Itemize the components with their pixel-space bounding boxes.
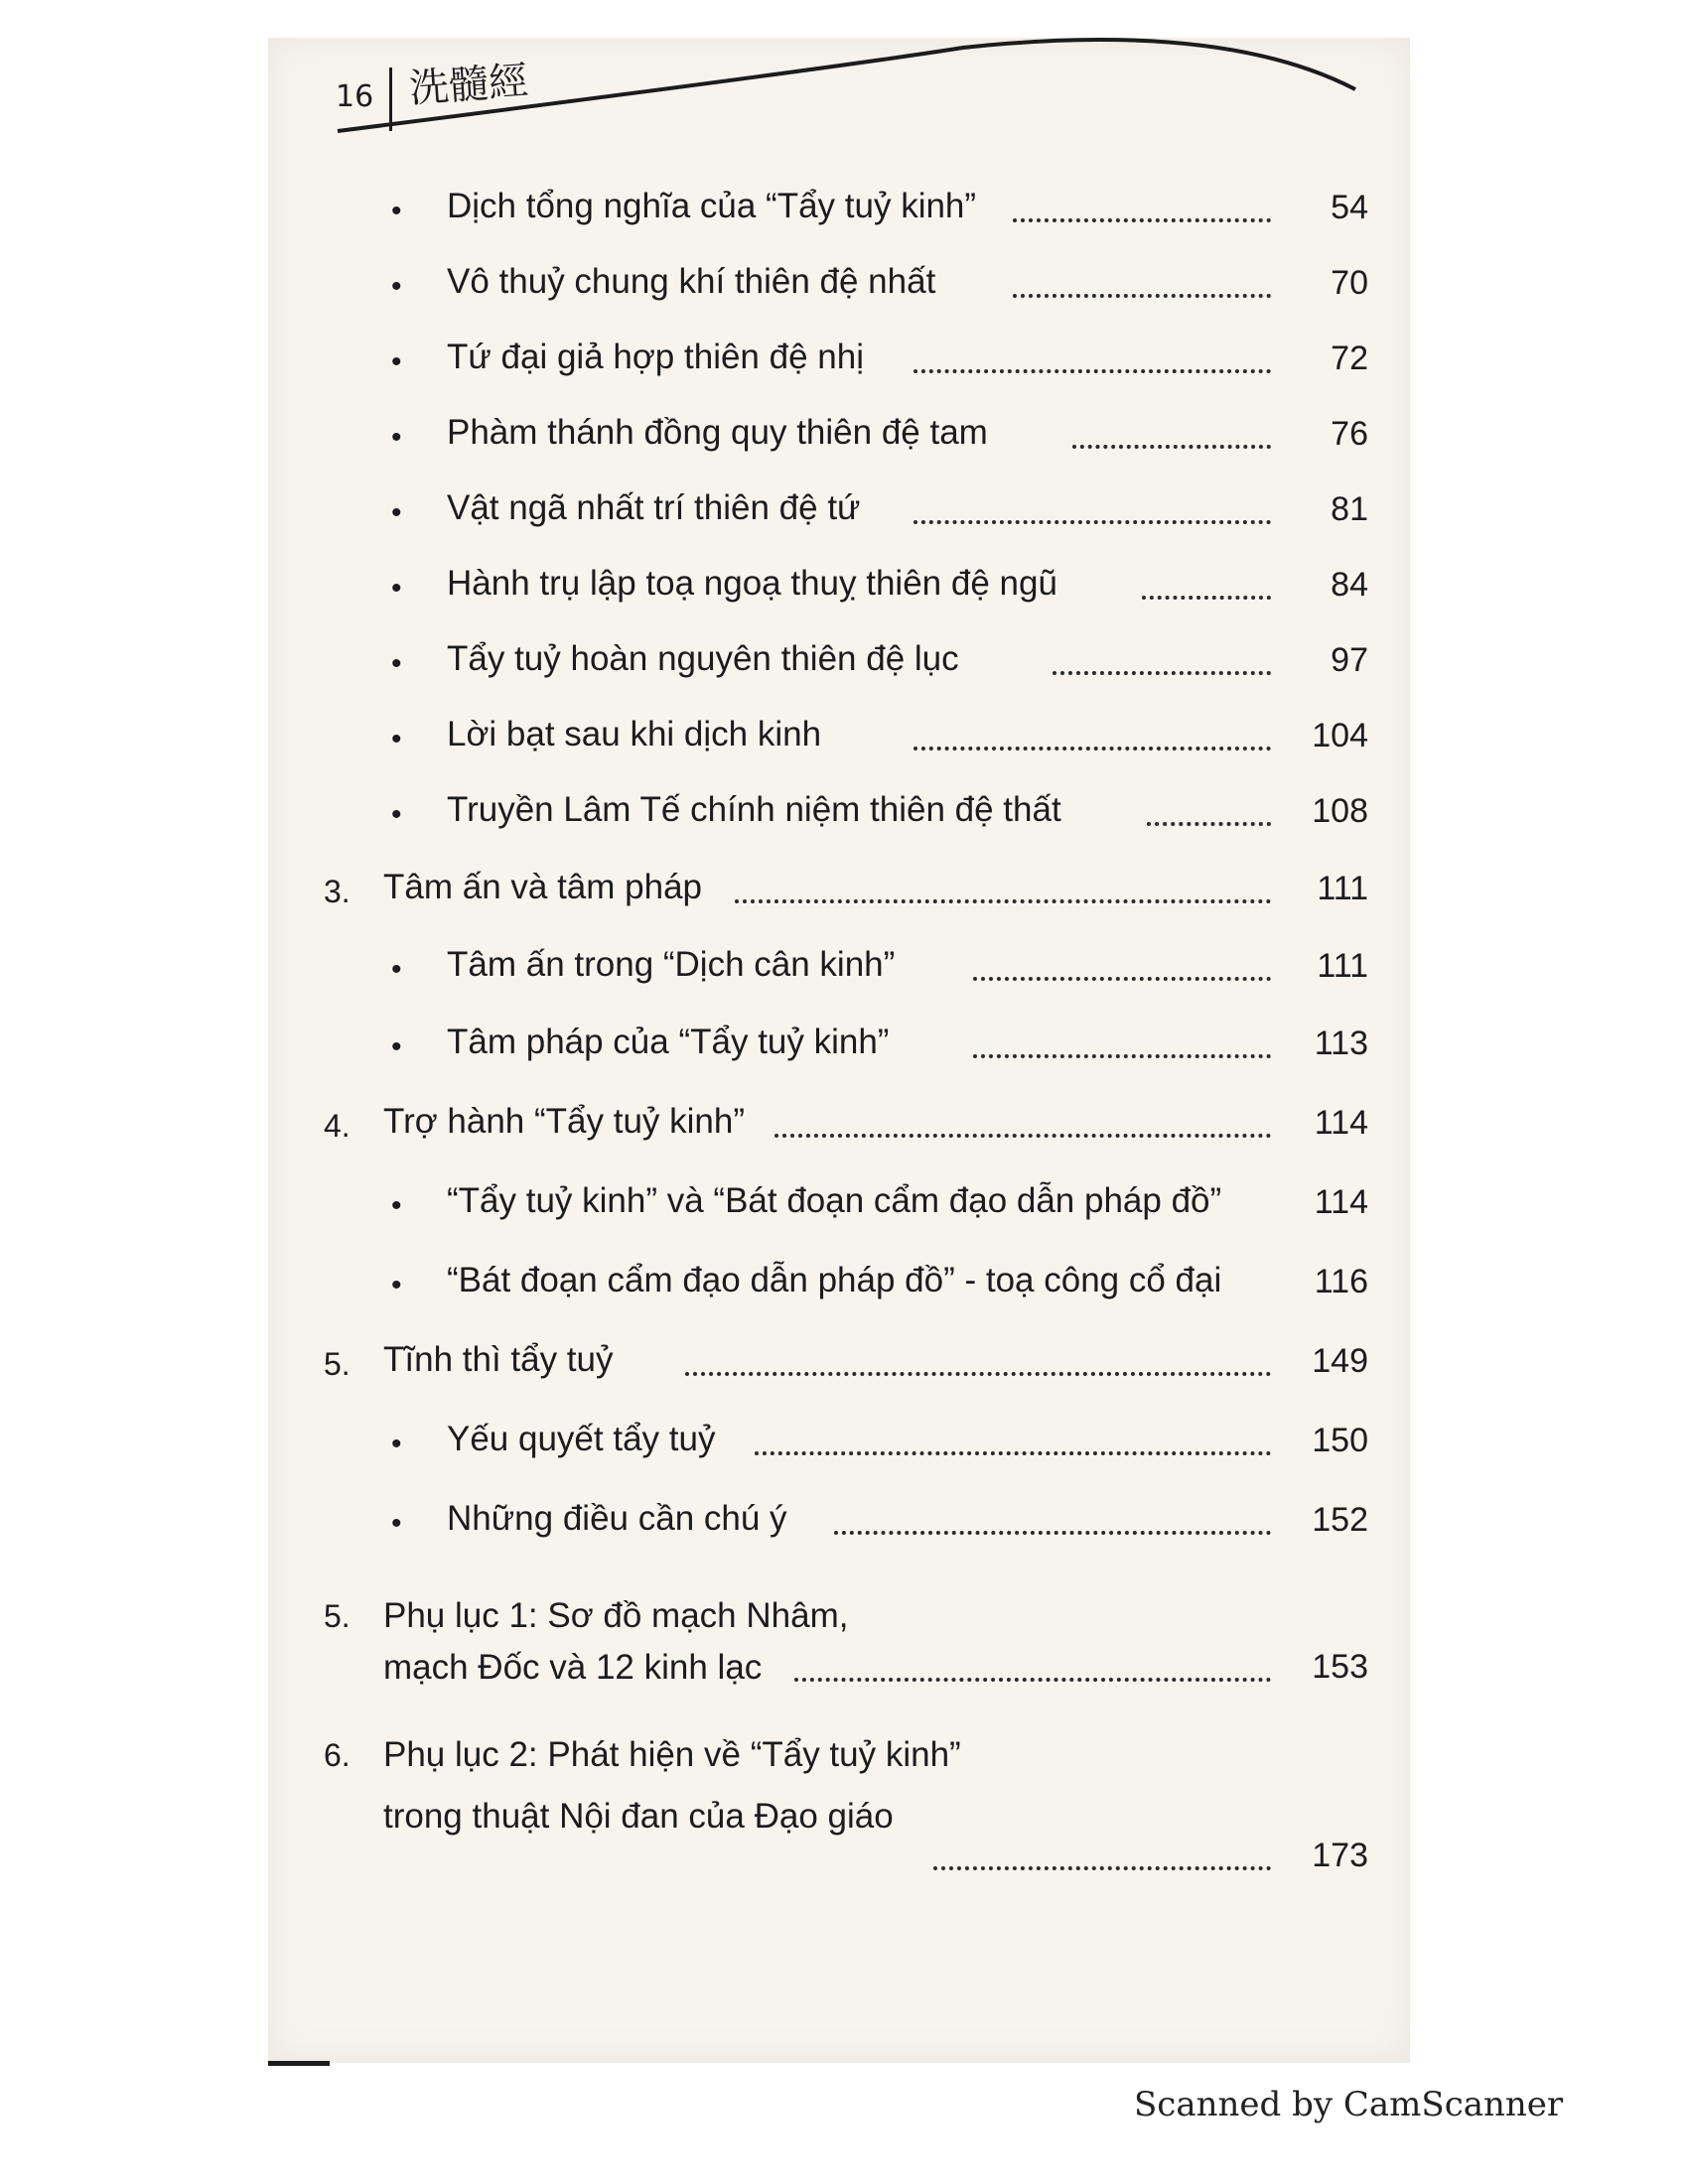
dot-leader: [1053, 655, 1271, 675]
bullet-marker: •: [391, 572, 402, 605]
toc-entry-title: Tứ đại giả hợp thiên đệ nhị: [447, 338, 864, 376]
section-number: 5.: [324, 1598, 351, 1634]
bullet-marker: •: [391, 1189, 402, 1222]
bottom-edge-rule: [268, 2061, 330, 2066]
toc-entry-page: 114: [1314, 1104, 1368, 1142]
dot-leader: [774, 1118, 1271, 1138]
toc-entry-page: 152: [1312, 1501, 1368, 1539]
toc-entry-page: 111: [1317, 947, 1368, 985]
toc-entry-title-line1: Phụ lục 1: Sơ đồ mạch Nhâm,: [383, 1596, 849, 1635]
running-header-title: 洗髓經: [407, 58, 530, 112]
dot-leader: [735, 884, 1271, 903]
toc-entry-title: Dịch tổng nghĩa của “Tẩy tuỷ kinh”: [447, 187, 977, 225]
toc-entry-page: 108: [1312, 792, 1368, 830]
bullet-marker: •: [391, 723, 402, 755]
bullet-marker: •: [391, 195, 402, 227]
toc-entry-page: 104: [1312, 717, 1368, 754]
toc-entry-title: Vô thuỷ chung khí thiên đệ nhất: [447, 262, 936, 301]
dot-leader: [1013, 203, 1271, 222]
header-divider: [389, 68, 392, 131]
toc-entry-page: 97: [1331, 641, 1368, 679]
toc-entry-title-line2: mạch Đốc và 12 kinh lạc: [383, 1648, 763, 1687]
dot-leader: [914, 353, 1271, 373]
bullet-marker: •: [391, 1030, 402, 1063]
dot-leader: [1013, 278, 1271, 298]
dot-leader: [794, 1662, 1271, 1682]
toc-entry[interactable]: [318, 556, 1380, 615]
dot-leader: [1147, 806, 1271, 826]
toc-entry-page: 54: [1331, 189, 1368, 226]
dot-leader: [1142, 580, 1271, 600]
toc-entry-page: 113: [1314, 1024, 1368, 1062]
toc-entry-page: 84: [1331, 566, 1368, 604]
toc-entry[interactable]: [318, 631, 1380, 691]
toc-entry-title: Tĩnh thì tẩy tuỷ: [383, 1340, 614, 1379]
dot-leader: [914, 504, 1271, 524]
toc-entry-page: 72: [1331, 340, 1368, 377]
toc-entry[interactable]: [318, 1596, 1380, 1698]
toc-entry-page: 76: [1331, 415, 1368, 453]
toc-entry-title: Tâm ấn trong “Dịch cân kinh”: [447, 945, 896, 984]
dot-leader: [973, 961, 1271, 981]
bullet-marker: •: [391, 647, 402, 680]
bullet-marker: •: [391, 270, 402, 303]
toc-entry[interactable]: [318, 179, 1380, 238]
bullet-marker: •: [391, 798, 402, 831]
toc-entry-title-line2: trong thuật Nội đan của Đạo giáo: [383, 1797, 894, 1836]
toc-entry[interactable]: [318, 480, 1380, 540]
toc-entry[interactable]: [318, 1332, 1380, 1392]
toc-entry-title: Trợ hành “Tẩy tuỷ kinh”: [383, 1102, 745, 1141]
toc-entry-page: 114: [1314, 1183, 1368, 1221]
toc-entry-title: Hành trụ lập toạ ngoạ thuỵ thiên đệ ngũ: [447, 564, 1057, 603]
dot-leader: [755, 1435, 1271, 1455]
bullet-marker: •: [391, 345, 402, 378]
dot-leader: [933, 1850, 1271, 1870]
toc-entry-page: 149: [1312, 1342, 1368, 1380]
dot-leader: [834, 1515, 1271, 1535]
toc-entry-page: 70: [1331, 264, 1368, 302]
toc-entry-title: Tâm ấn và tâm pháp: [383, 868, 702, 906]
toc-entry[interactable]: [318, 1735, 1380, 1886]
bullet-marker: •: [391, 953, 402, 986]
toc-entry-title: Phàm thánh đồng quy thiên đệ tam: [447, 413, 988, 452]
toc-entry-page: 173: [1312, 1837, 1368, 1874]
toc-entry-title: Yếu quyết tẩy tuỷ: [447, 1420, 716, 1458]
toc-entry-title: Những điều cần chú ý: [447, 1499, 787, 1538]
section-number: 6.: [324, 1737, 351, 1773]
section-number: 5.: [324, 1346, 351, 1382]
toc-entry[interactable]: [318, 254, 1380, 314]
toc-entry[interactable]: [318, 1094, 1380, 1154]
bullet-marker: •: [391, 1507, 402, 1540]
section-number: 3.: [324, 874, 351, 909]
toc-entry[interactable]: [318, 782, 1380, 842]
toc-entry-page: 150: [1312, 1422, 1368, 1459]
toc-entry[interactable]: [318, 1253, 1380, 1312]
toc-entry-title-line1: Phụ lục 2: Phát hiện về “Tẩy tuỷ kinh”: [383, 1735, 961, 1774]
bullet-marker: •: [391, 496, 402, 529]
toc-entry[interactable]: [318, 1015, 1380, 1074]
toc-entry[interactable]: [318, 405, 1380, 465]
toc-entry-page: 116: [1314, 1263, 1368, 1300]
toc-entry-title: “Bát đoạn cẩm đạo dẫn pháp đồ” - toạ công cổ đại: [447, 1261, 1222, 1299]
scanner-watermark: Scanned by CamScanner: [1134, 2085, 1564, 2124]
dot-leader: [914, 731, 1271, 751]
bullet-marker: •: [391, 1428, 402, 1460]
toc-entry-title: Tẩy tuỷ hoàn nguyên thiên đệ lục: [447, 639, 959, 678]
toc-entry-page: 111: [1317, 870, 1368, 907]
toc-entry-page: 81: [1331, 490, 1368, 528]
page-number: 16: [336, 79, 374, 114]
dot-leader: [973, 1038, 1271, 1058]
bullet-marker: •: [391, 421, 402, 454]
toc-entry-title: Truyền Lâm Tế chính niệm thiên đệ thất: [447, 790, 1061, 829]
bullet-marker: •: [391, 1269, 402, 1301]
toc-entry[interactable]: [318, 860, 1380, 919]
toc-entry-title: “Tẩy tuỷ kinh” và “Bát đoạn cẩm đạo dẫn pháp đồ”: [447, 1181, 1222, 1220]
toc-entry[interactable]: [318, 1173, 1380, 1233]
toc-entry[interactable]: [318, 937, 1380, 997]
toc-entry-title: Tâm pháp của “Tẩy tuỷ kinh”: [447, 1023, 890, 1061]
toc-entry[interactable]: [318, 707, 1380, 766]
section-number: 4.: [324, 1108, 351, 1144]
toc-entry-title: Vật ngã nhất trí thiên đệ tứ: [447, 488, 861, 527]
toc-entry[interactable]: [318, 330, 1380, 389]
toc-entry[interactable]: [318, 1412, 1380, 1471]
toc-entry[interactable]: [318, 1491, 1380, 1551]
toc-entry-title: Lời bạt sau khi dịch kinh: [447, 715, 822, 753]
dot-leader: [685, 1356, 1271, 1376]
dot-leader: [1072, 429, 1271, 449]
toc-entry-page: 153: [1312, 1648, 1368, 1686]
